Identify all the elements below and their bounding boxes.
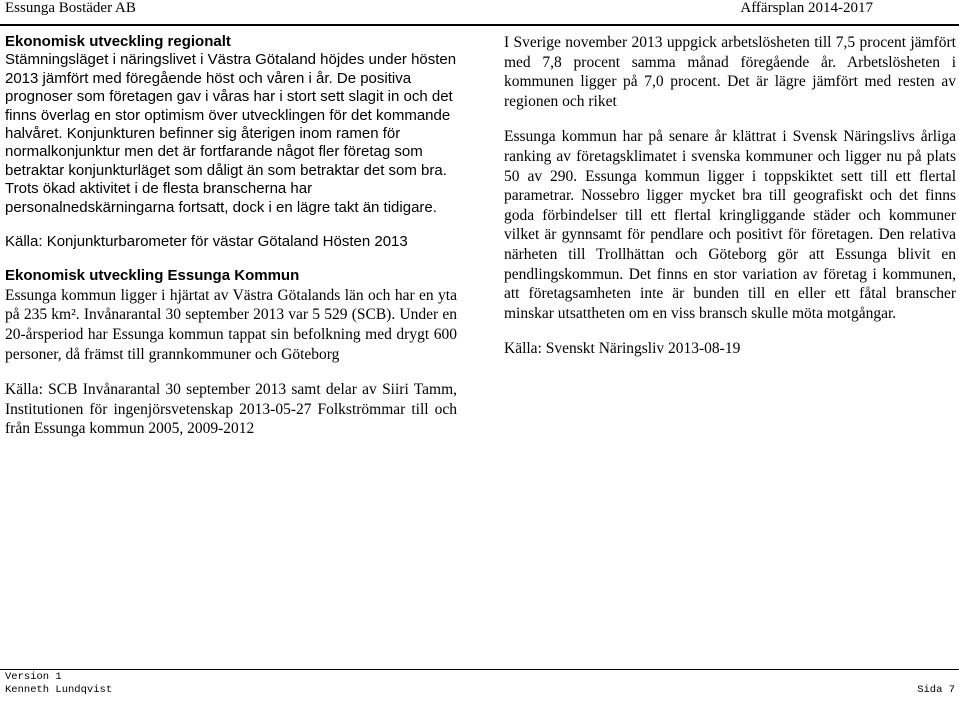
author-name: Kenneth Lundqvist bbox=[5, 684, 113, 696]
page-header bbox=[0, 0, 959, 26]
footer-rule bbox=[0, 669, 959, 670]
kommun-source: Källa: SCB Invånarantal 30 september 2013 samt delar av Siiri Tamm, Institutionen för ingenjörsvetenskap 2013-05-27 Folkströmmar till och från Essunga kommun 2005, 2009-2012 bbox=[5, 381, 457, 438]
regional-source: Källa: Konjunkturbarometer för västar Götaland Hösten 2013 bbox=[5, 233, 408, 251]
business-climate-paragraph: Essunga kommun har på senare år klättrat i Svensk Näringslivs årliga ranking av företagsklimatet i svenska kommuner och ligger nu på plats 50 av 290. Essunga kommun ligger i toppskiktet sett till ett flertal parametrar. Nossebro ligger mycket bra till geografiskt och det finns goda förbindelser till ett flertal kringliggande städer och kommuner vilket är gynnsamt för pendlare och positivt för företagen. Den relativa närheten till Trollhättan och Göteborg gör att Essunga blivit en pendlingskommun. Det finns en stor variation av företag i kommunen, att företagsamheten inte är bunden till en eller ett fåtal branscher minskar utsattheten om en viss bransch skulle möta motgångar. bbox=[504, 128, 956, 322]
regional-body: Stämningsläget i näringslivet i Västra Götaland höjdes under hösten 2013 jämfört med föregående höst och våren i år. De positiva prognoser som företagen gav i våras har i stort sett slagit in och det finns överlag en stor optimism över utvecklingen för det kommande halvåret. Konjunkturen befinner sig återigen inom ramen för normalkonjunktur men det är fortfarande något fler företag som betraktar konjunkturläget som dåligt än som betraktar det som bra. Trots ökad aktivitet i de flesta branscherna har personalnedskärningarna fortsatt, dock i en lägre takt än tidigare. bbox=[5, 51, 457, 216]
kommun-body: Essunga kommun ligger i hjärtat av Västra Götalands län och har en yta på 235 km². Invånarantal 30 september 2013 var 5 529 (SCB). Under en 20-årsperiod har Essunga kommun tappat sin befolkning med drygt 600 personer, då främst till grannkommuner och Göteborg bbox=[5, 286, 457, 363]
right-source: Källa: Svenskt Näringsliv 2013-08-19 bbox=[504, 340, 741, 358]
page-number: Sida 7 bbox=[917, 684, 955, 696]
page-footer bbox=[5, 671, 955, 697]
kommun-heading: Ekonomisk utveckling Essunga Kommun bbox=[5, 267, 300, 285]
document-title: Affärsplan 2014-2017 bbox=[740, 0, 873, 16]
version-label: Version 1 bbox=[5, 671, 62, 683]
right-column bbox=[504, 33, 956, 359]
regional-heading: Ekonomisk utveckling regionalt bbox=[5, 33, 231, 50]
unemployment-paragraph: I Sverige november 2013 uppgick arbetslösheten till 7,5 procent jämfört med 7,8 procent samma månad föregående år. Arbetslösheten i kommunen ligger på 7,0 procent. Det är lägre jämfört med resten av regionen och riket bbox=[504, 34, 956, 110]
header-rule bbox=[0, 24, 959, 26]
company-name: Essunga Bostäder AB bbox=[5, 0, 136, 16]
left-column bbox=[5, 33, 457, 439]
